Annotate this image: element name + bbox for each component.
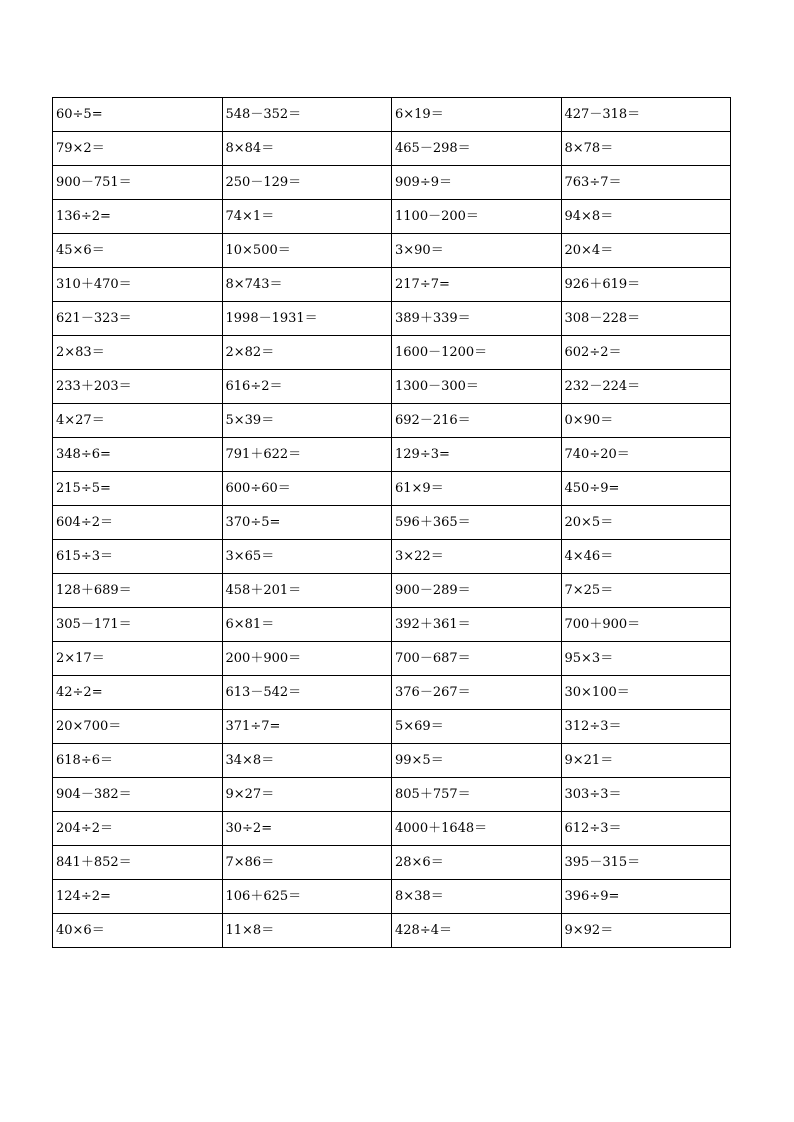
problem-cell: 312÷3＝: [561, 710, 731, 744]
problem-cell: 616÷2＝: [222, 370, 392, 404]
problem-cell: 615÷3＝: [53, 540, 223, 574]
problem-cell: 395－315＝: [561, 846, 731, 880]
arithmetic-worksheet-table: [52, 97, 731, 948]
table-row: [53, 540, 731, 574]
problem-cell: 95×3＝: [561, 642, 731, 676]
problem-cell: 900－289＝: [392, 574, 562, 608]
problem-cell: 427－318＝: [561, 98, 731, 132]
table-row: [53, 812, 731, 846]
problem-cell: 8×38＝: [392, 880, 562, 914]
problem-cell: 1600－1200＝: [392, 336, 562, 370]
problem-cell: 692－216＝: [392, 404, 562, 438]
problem-cell: 841＋852＝: [53, 846, 223, 880]
problem-cell: 79×2＝: [53, 132, 223, 166]
table-row: [53, 370, 731, 404]
table-row: [53, 472, 731, 506]
problem-cell: 450÷9=: [561, 472, 731, 506]
problem-cell: 458＋201＝: [222, 574, 392, 608]
problem-cell: 612÷3＝: [561, 812, 731, 846]
problem-cell: 136÷2=: [53, 200, 223, 234]
table-row: [53, 166, 731, 200]
problem-cell: 3×22＝: [392, 540, 562, 574]
problem-cell: 34×8＝: [222, 744, 392, 778]
problem-cell: 600÷60＝: [222, 472, 392, 506]
problem-cell: 2×82＝: [222, 336, 392, 370]
table-row: [53, 880, 731, 914]
problem-cell: 791＋622＝: [222, 438, 392, 472]
problem-cell: 904－382＝: [53, 778, 223, 812]
problem-cell: 45×6＝: [53, 234, 223, 268]
problem-cell: 74×1＝: [222, 200, 392, 234]
problem-cell: 392＋361＝: [392, 608, 562, 642]
problem-cell: 763÷7＝: [561, 166, 731, 200]
problem-cell: 6×81＝: [222, 608, 392, 642]
problem-cell: 370÷5=: [222, 506, 392, 540]
problem-cell: 700－687＝: [392, 642, 562, 676]
problem-cell: 5×39＝: [222, 404, 392, 438]
problem-cell: 465－298＝: [392, 132, 562, 166]
table-row: [53, 302, 731, 336]
problem-cell: 303÷3＝: [561, 778, 731, 812]
table-row: [53, 642, 731, 676]
problem-cell: 1100－200＝: [392, 200, 562, 234]
problem-cell: 613－542＝: [222, 676, 392, 710]
problem-cell: 2×83＝: [53, 336, 223, 370]
problem-cell: 20×700＝: [53, 710, 223, 744]
problem-cell: 99×5＝: [392, 744, 562, 778]
problem-cell: 20×4＝: [561, 234, 731, 268]
problem-cell: 8×84＝: [222, 132, 392, 166]
problem-cell: 909÷9＝: [392, 166, 562, 200]
problem-cell: 8×78＝: [561, 132, 731, 166]
problem-cell: 124÷2=: [53, 880, 223, 914]
problem-cell: 233＋203＝: [53, 370, 223, 404]
problem-cell: 94×8＝: [561, 200, 731, 234]
problem-cell: 7×25＝: [561, 574, 731, 608]
table-row: [53, 98, 731, 132]
problem-cell: 30÷2=: [222, 812, 392, 846]
table-row: [53, 268, 731, 302]
worksheet-body: [53, 98, 731, 948]
problem-cell: 215÷5=: [53, 472, 223, 506]
problem-cell: 3×65＝: [222, 540, 392, 574]
problem-cell: 376－267＝: [392, 676, 562, 710]
problem-cell: 40×6＝: [53, 914, 223, 948]
table-row: [53, 744, 731, 778]
problem-cell: 60÷5=: [53, 98, 223, 132]
problem-cell: 805＋757＝: [392, 778, 562, 812]
problem-cell: 4×46＝: [561, 540, 731, 574]
problem-cell: 5×69＝: [392, 710, 562, 744]
problem-cell: 604÷2＝: [53, 506, 223, 540]
problem-cell: 1998－1931＝: [222, 302, 392, 336]
problem-cell: 250－129＝: [222, 166, 392, 200]
problem-cell: 740÷20＝: [561, 438, 731, 472]
problem-cell: 4×27＝: [53, 404, 223, 438]
table-row: [53, 234, 731, 268]
problem-cell: 217÷7=: [392, 268, 562, 302]
table-row: [53, 608, 731, 642]
problem-cell: 11×8＝: [222, 914, 392, 948]
problem-cell: 30×100＝: [561, 676, 731, 710]
problem-cell: 61×9＝: [392, 472, 562, 506]
problem-cell: 596＋365＝: [392, 506, 562, 540]
problem-cell: 308－228＝: [561, 302, 731, 336]
problem-cell: 9×27＝: [222, 778, 392, 812]
problem-cell: 618÷6＝: [53, 744, 223, 778]
problem-cell: 4000＋1648＝: [392, 812, 562, 846]
problem-cell: 20×5＝: [561, 506, 731, 540]
problem-cell: 9×92＝: [561, 914, 731, 948]
problem-cell: 106＋625＝: [222, 880, 392, 914]
problem-cell: 621－323＝: [53, 302, 223, 336]
problem-cell: 1300－300＝: [392, 370, 562, 404]
problem-cell: 310＋470＝: [53, 268, 223, 302]
problem-cell: 200＋900＝: [222, 642, 392, 676]
problem-cell: 602÷2＝: [561, 336, 731, 370]
problem-cell: 28×6＝: [392, 846, 562, 880]
problem-cell: 128＋689＝: [53, 574, 223, 608]
table-row: [53, 778, 731, 812]
table-row: [53, 506, 731, 540]
table-row: [53, 710, 731, 744]
table-row: [53, 914, 731, 948]
problem-cell: 6×19＝: [392, 98, 562, 132]
problem-cell: 2×17＝: [53, 642, 223, 676]
problem-cell: 7×86＝: [222, 846, 392, 880]
table-row: [53, 676, 731, 710]
problem-cell: 396÷9=: [561, 880, 731, 914]
table-row: [53, 132, 731, 166]
problem-cell: 700＋900＝: [561, 608, 731, 642]
problem-cell: 389＋339＝: [392, 302, 562, 336]
problem-cell: 232－224＝: [561, 370, 731, 404]
problem-cell: 371÷7=: [222, 710, 392, 744]
problem-cell: 8×743＝: [222, 268, 392, 302]
table-row: [53, 574, 731, 608]
problem-cell: 305－171＝: [53, 608, 223, 642]
table-row: [53, 438, 731, 472]
problem-cell: 900－751＝: [53, 166, 223, 200]
problem-cell: 428÷4＝: [392, 914, 562, 948]
problem-cell: 0×90＝: [561, 404, 731, 438]
problem-cell: 926＋619＝: [561, 268, 731, 302]
problem-cell: 3×90＝: [392, 234, 562, 268]
problem-cell: 548－352＝: [222, 98, 392, 132]
table-row: [53, 200, 731, 234]
problem-cell: 129÷3=: [392, 438, 562, 472]
table-row: [53, 404, 731, 438]
problem-cell: 348÷6=: [53, 438, 223, 472]
problem-cell: 204÷2＝: [53, 812, 223, 846]
table-row: [53, 846, 731, 880]
problem-cell: 10×500＝: [222, 234, 392, 268]
problem-cell: 42÷2=: [53, 676, 223, 710]
problem-cell: 9×21＝: [561, 744, 731, 778]
table-row: [53, 336, 731, 370]
